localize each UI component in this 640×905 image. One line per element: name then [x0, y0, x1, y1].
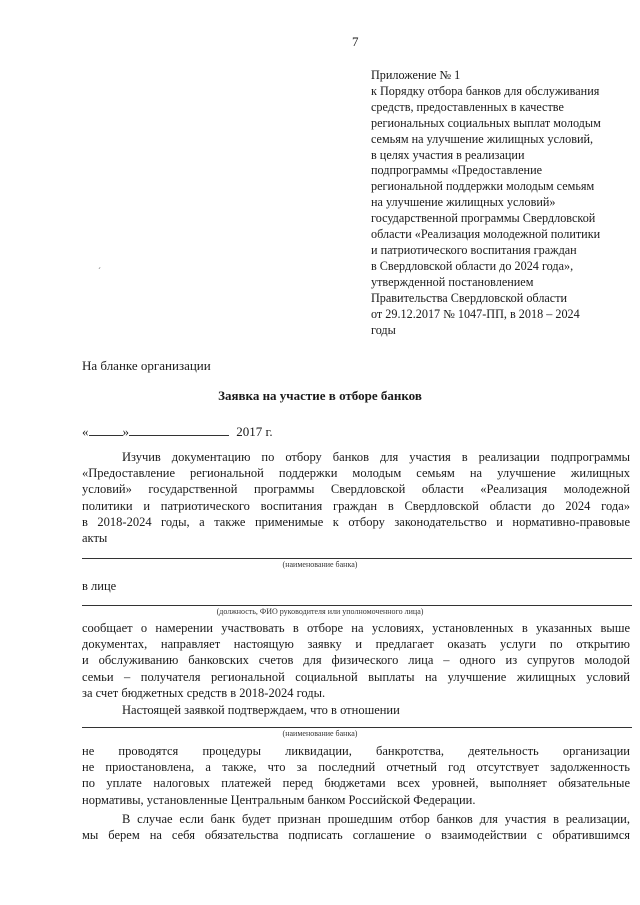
appendix-line: региональных социальных выплат молодым — [371, 115, 601, 130]
appendix-line: от 29.12.2017 № 1047-ПП, в 2018 – 2024 — [371, 306, 580, 321]
date-open-quote: « — [82, 424, 89, 439]
paragraph-line: семьи – получателя региональной социальной выплаты на улучшение жилищных условий — [82, 669, 630, 684]
appendix-line: семьям на улучшение жилищных условий, — [371, 131, 594, 146]
paragraph-line: сообщает о намерении участвовать в отборе на условиях, установленных в указанных выше — [82, 621, 630, 635]
appendix-line: в Свердловской области до 2024 года», — [371, 258, 574, 273]
paragraph-line: в 2018-2024 годы, а также применимые к отбору законодательство и нормативно-правовые — [82, 514, 630, 529]
appendix-line: Приложение № 1 — [371, 68, 461, 82]
page-number: 7 — [352, 34, 359, 49]
paragraph-line: Изучив документацию по отбору банков для участия в реализации подпрограммы — [122, 450, 630, 464]
paragraph-line: мы берем на себя обязательства подписать соглашение о взаимодействии с обратившимся — [82, 828, 630, 843]
paragraph-line: документах, направляет настоящую заявку и предлагает оказать услуги по открытию — [82, 637, 630, 652]
appendix-line: на улучшение жилищных условий» — [371, 195, 556, 210]
appendix-line: утвержденной постановлением — [371, 274, 534, 289]
paragraph-line: не проводятся процедуры ликвидации, банкротства, деятельность организации — [82, 744, 630, 758]
intro-paragraph — [82, 449, 630, 546]
month-blank — [129, 423, 229, 436]
paragraph-line: условий» государственной программы Свердловской области «Реализация молодежной — [82, 482, 630, 497]
paragraph-line: Настоящей заявкой подтверждаем, что в отношении — [122, 703, 400, 717]
date-close-quote: » — [122, 424, 129, 439]
confirm-paragraph — [82, 702, 630, 718]
conditions-paragraph — [82, 743, 630, 808]
appendix-line: подпрограммы «Предоставление — [371, 163, 543, 178]
paragraph-line: «Предоставление региональной поддержки молодым семьям на улучшение жилищных — [82, 466, 630, 481]
appendix-line: средств, предоставленных в качестве — [371, 99, 564, 114]
appendix-line: региональной поддержки молодым семьям — [371, 179, 595, 194]
representative-caption: (должность, ФИО руководителя или уполномоченного лица) — [216, 607, 424, 616]
date-line — [82, 423, 273, 440]
appendix-line: Правительства Свердловской области — [371, 290, 568, 305]
notice-paragraph — [82, 620, 630, 701]
paragraph-line: за счет бюджетных средств в 2018-2024 годы. — [82, 685, 326, 700]
paragraph-line: В случае если банк будет признан прошедшим отбор банков для участия в реализации, — [122, 812, 630, 826]
bank-name-caption-2: (наименование банка) — [282, 729, 358, 738]
appendix-line: годы — [371, 322, 396, 337]
document-title: Заявка на участие в отборе банков — [218, 388, 422, 403]
scan-speck: ˊ — [98, 266, 101, 276]
paragraph-line: политики и патриотического воспитания граждан в Свердловской области до 2024 года» — [82, 498, 630, 513]
in-person-label: в лице — [82, 579, 117, 593]
paragraph-line: нормативы, установленные Центральным банком Российской Федерации. — [82, 792, 476, 807]
representative-fill-line — [82, 605, 632, 606]
appendix-line: и патриотического воспитания граждан — [371, 242, 577, 257]
appendix-line: государственной программы Свердловской — [371, 211, 596, 226]
paragraph-line: и обслуживанию банковских счетов для физического лица – одного из супругов молодой — [82, 653, 630, 668]
day-blank — [89, 423, 123, 436]
appendix-line: в целях участия в реализации — [371, 147, 525, 162]
paragraph-line: по уплате налоговых платежей перед бюджетами всех уровней, выполняет обязательные — [82, 776, 630, 791]
letterhead-note: На бланке организации — [82, 358, 211, 373]
bank-name-caption: (наименование банка) — [282, 560, 358, 569]
appendix-line: к Порядку отбора банков для обслуживания — [371, 83, 600, 98]
appendix-line: области «Реализация молодежной политики — [371, 227, 601, 242]
bank-name-fill-line-2 — [82, 727, 632, 728]
date-year: 2017 г. — [236, 424, 273, 439]
final-paragraph — [82, 811, 630, 843]
paragraph-line: не приостановлена, а также, что за последний отчетный год отсутствует задолженность — [82, 760, 630, 775]
paragraph-line: акты — [82, 531, 108, 546]
bank-name-fill-line — [82, 558, 632, 559]
appendix-block — [371, 68, 633, 338]
